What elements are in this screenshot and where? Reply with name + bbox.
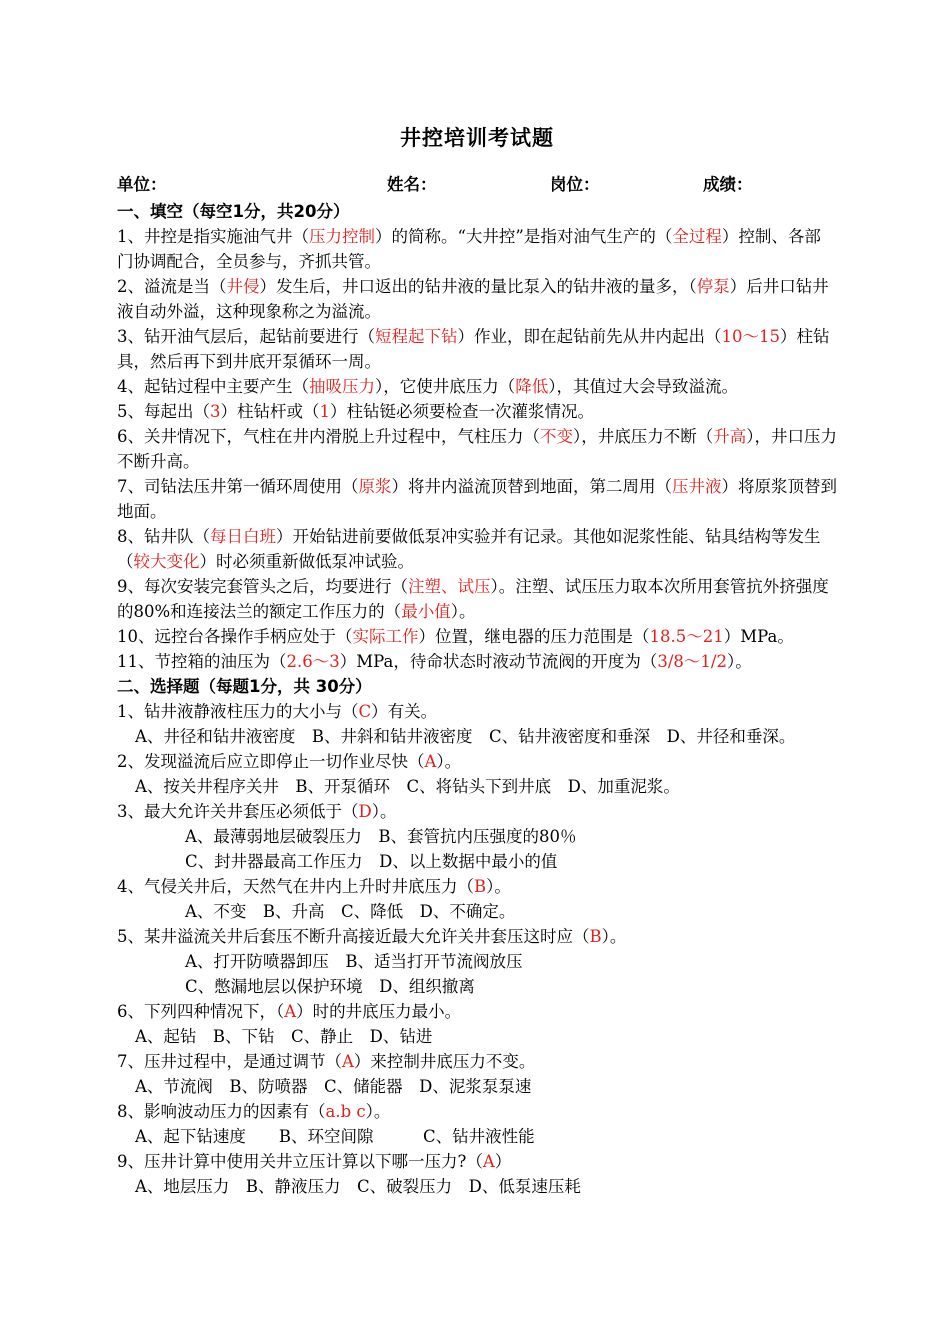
choice-question: [117, 924, 837, 949]
question-text: ）柱钻杆或（: [220, 402, 320, 421]
choice-options: [117, 1074, 837, 1099]
question-text: 7、司钻法压井第一循环周使用（: [117, 477, 359, 496]
answer-text: 3/8～1/2: [657, 652, 727, 671]
question-text: A、最薄弱地层破裂压力 B、套管抗内压强度的80％: [185, 827, 577, 846]
post-label: 岗位：: [550, 175, 600, 194]
answer-text: 3: [210, 402, 221, 421]
answer-text: 停泵: [696, 277, 730, 296]
question-text: A、打开防喷器卸压 B、适当打开节流阀放压: [185, 952, 523, 971]
choice-options: [117, 774, 837, 799]
question-text: ）后井口钻井液自动外溢，这种现象称之为溢流。: [117, 277, 829, 321]
answer-text: 井侵: [226, 277, 260, 296]
fill-question: [117, 524, 837, 574]
question-text: ）。注塑、试压压力取本次所用套管抗外挤强度的80%和连接法兰的额定工作压力的（: [117, 577, 829, 621]
section-heading-choice: 二、选择题（每题1分，共 30分）: [117, 677, 372, 696]
question-text: 9、每次安装完套管头之后，均要进行（: [117, 577, 408, 596]
answer-text: B: [589, 927, 602, 946]
question-text: 5、某井溢流关井后套压不断升高接近最大允许关井套压这时应（: [117, 927, 590, 946]
answer-text: 降低: [515, 377, 549, 396]
question-text: 8、影响波动压力的因素有（: [117, 1102, 326, 1121]
answer-text: A: [482, 1152, 495, 1171]
question-text: 3、最大允许关井套压必须低于（: [117, 802, 359, 821]
choice-question: [117, 1049, 837, 1074]
choice-question-list: [117, 699, 837, 1199]
choice-options: [117, 974, 837, 999]
fill-question: [117, 574, 837, 624]
answer-text: 注塑、试压: [408, 577, 491, 596]
question-text: ）控制、各部门协调配合，全员参与，齐抓共管。: [117, 227, 821, 271]
question-text: 10、远控台各操作手柄应处于（: [117, 627, 353, 646]
question-text: ）。: [365, 1102, 391, 1121]
question-text: 4、气侵关井后，天然气在井内上升时井底压力（: [117, 877, 474, 896]
name-label: 姓名：: [387, 175, 437, 194]
question-text: 2、溢流是当（: [117, 277, 227, 296]
question-text: 6、下列四种情况下，（: [117, 1002, 285, 1021]
page-title: 井控培训考试题: [400, 126, 554, 150]
question-text: ）将井内溢流顶替到地面，第二周用（: [391, 477, 672, 496]
question-text: 5、每起出（: [117, 402, 210, 421]
fill-question: [117, 374, 837, 399]
question-text: A、节流阀 B、防喷器 C、储能器 D、泥浆泵泵速: [135, 1077, 532, 1096]
question-text: C、憋漏地层以保护环境 D、组织撤离: [185, 977, 475, 996]
question-text: 1、井控是指实施油气井（: [117, 227, 309, 246]
question-text: 1、钻井液静液柱压力的大小与（: [117, 702, 359, 721]
fill-question: [117, 399, 837, 424]
choice-options: [117, 899, 837, 924]
fill-question: [117, 624, 837, 649]
score-label: 成绩：: [703, 175, 753, 194]
fill-question: [117, 224, 837, 274]
answer-text: A: [342, 1052, 354, 1071]
answer-text: a.b c: [325, 1102, 366, 1121]
question-text: A、按关井程序关井 B、开泵循环 C、将钻头下到井底 D、加重泥浆。: [135, 777, 680, 796]
answer-text: 短程起下钻: [375, 327, 458, 346]
answer-text: 原浆: [358, 477, 392, 496]
question-text: ）。: [726, 652, 752, 671]
answer-text: A: [284, 1002, 297, 1021]
question-text: A、地层压力 B、静液压力 C、破裂压力 D、低泵速压耗: [135, 1177, 581, 1196]
answer-text: 1: [319, 402, 330, 421]
choice-options: [117, 849, 837, 874]
question-text: A、起钻 B、下钻 C、静止 D、钻进: [135, 1027, 433, 1046]
fill-question: [117, 474, 837, 524]
question-text: ）将原浆顶替到地面。: [117, 477, 837, 521]
answer-text: B: [474, 877, 487, 896]
question-text: ）。: [450, 602, 476, 621]
question-text: 11、节控箱的油压为（: [117, 652, 287, 671]
answer-text: A: [424, 752, 437, 771]
question-text: ），其值过大会导致溢流。: [548, 377, 738, 396]
exam-page: [117, 118, 837, 1199]
question-text: ）位置，继电器的压力范围是（: [418, 627, 650, 646]
answer-text: 抽吸压力: [309, 377, 375, 396]
question-text: ）。: [436, 752, 462, 771]
question-text: ）开始钻进前要做低泵冲实验并有记录。其他如泥浆性能、钻具结构等发生（: [117, 527, 821, 571]
question-text: C、封井器最高工作压力 D、以上数据中最小的值: [185, 852, 558, 871]
question-text: 7、压井过程中，是通过调节（: [117, 1052, 342, 1071]
fill-question-list: [117, 224, 837, 674]
choice-options: [117, 1174, 837, 1199]
question-text: ）有关。: [371, 702, 438, 721]
question-text: ）柱钻具，然后再下到井底开泵循环一周。: [117, 327, 830, 371]
question-text: ），井底压力不断（: [573, 427, 714, 446]
section-heading-fill: 一、填空（每空1分，共20分）: [117, 202, 350, 221]
choice-options: [117, 824, 837, 849]
question-text: ）作业，即在起钻前先从井内起出（: [457, 327, 722, 346]
answer-text: 压力控制: [309, 227, 375, 246]
question-text: ）: [494, 1152, 512, 1171]
answer-text: 最小值: [401, 602, 451, 621]
question-text: ）发生后，井口返出的钻井液的量比泵入的钻井液的量多，（: [259, 277, 697, 296]
choice-question: [117, 1149, 837, 1174]
answer-text: 升高: [713, 427, 747, 446]
fill-question: [117, 424, 837, 474]
choice-question: [117, 999, 837, 1024]
fill-question: [117, 274, 837, 324]
answer-text: 2.6～3: [286, 652, 340, 671]
question-text: 2、发现溢流后应立即停止一切作业尽快（: [117, 752, 425, 771]
answer-text: D: [358, 802, 372, 821]
question-text: ）MPa，待命状态时液动节流阀的开度为（: [339, 652, 658, 671]
info-row: [117, 172, 837, 199]
question-text: ）来控制井底压力不变。: [353, 1052, 536, 1071]
choice-question: [117, 1099, 837, 1124]
question-text: ），它使井底压力（: [375, 377, 516, 396]
question-text: 4、起钻过程中主要产生（: [117, 377, 309, 396]
answer-text: 每日白班: [210, 527, 276, 546]
question-text: ）。: [371, 802, 397, 821]
answer-text: 较大变化: [133, 552, 200, 571]
question-text: A、井径和钻井液密度 B、井斜和钻井液密度 C、钻井液密度和垂深 D、井径和垂深。: [135, 727, 796, 746]
question-text: ）的简称。“大井控”是指对油气生产的（: [375, 227, 673, 246]
answer-text: 不变: [540, 427, 573, 446]
choice-question: [117, 699, 837, 724]
question-text: 6、关井情况下，气柱在井内滑脱上升过程中，气柱压力（: [117, 427, 540, 446]
choice-options: [117, 949, 837, 974]
choice-options: [117, 1024, 837, 1049]
answer-text: 实际工作: [352, 627, 419, 646]
question-text: ）MPa。: [723, 627, 794, 646]
fill-question: [117, 649, 837, 674]
choice-options: [117, 724, 837, 749]
question-text: ）柱钻铤必须要检查一次灌浆情况。: [330, 402, 594, 421]
question-text: A、不变 B、升高 C、降低 D、不确定。: [185, 902, 516, 921]
choice-options: [117, 1124, 837, 1149]
choice-question: [117, 749, 837, 774]
choice-question: [117, 874, 837, 899]
question-text: ）时必须重新做低泵冲试验。: [199, 552, 414, 571]
question-text: 9、压井计算中使用关井立压计算以下哪一压力?（: [117, 1152, 483, 1171]
answer-text: 全过程: [672, 227, 722, 246]
unit-label: 单位：: [117, 175, 167, 194]
question-text: 3、钻开油气层后，起钻前要进行（: [117, 327, 375, 346]
answer-text: 18.5～21: [649, 627, 724, 646]
fill-question: [117, 324, 837, 374]
answer-text: 10～15: [721, 327, 780, 346]
question-text: A、起下钻速度 B、环空间隙 C、钻井液性能: [135, 1127, 535, 1146]
question-text: 8、钻井队（: [117, 527, 210, 546]
answer-text: 压井液: [672, 477, 722, 496]
question-text: ）。: [601, 927, 627, 946]
answer-text: C: [358, 702, 372, 721]
question-text: ），井口压力不断升高。: [117, 427, 837, 471]
choice-question: [117, 799, 837, 824]
question-text: ）时的井底压力最小。: [296, 1002, 462, 1021]
question-text: ）。: [486, 877, 511, 896]
